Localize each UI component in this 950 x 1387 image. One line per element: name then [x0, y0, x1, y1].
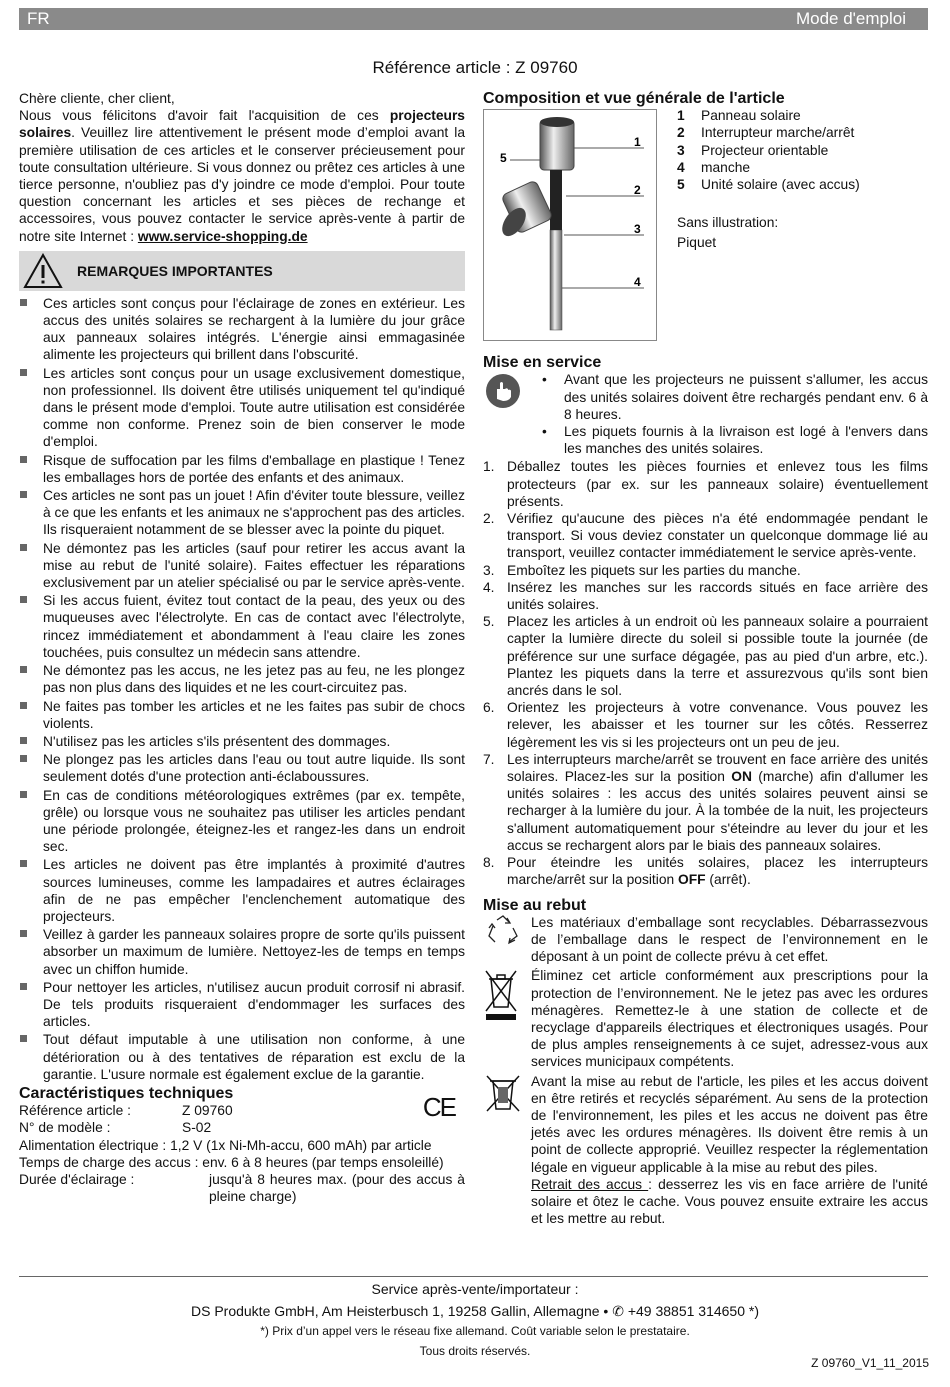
- footer-service: Service après-vente/importateur :: [371, 1281, 579, 1297]
- notes-block: [483, 371, 928, 457]
- warning-title: REMARQUES IMPORTANTES: [77, 262, 273, 279]
- composition-section: [483, 109, 928, 344]
- list-item: 7. Les interrupteurs marche/arrêt se trouvent en face arrière des unités solaires. Placez-les sur la position ON (marche) afin d'allumer les unités solaires : les accus des unités solaires peuvent ainsi se recharger à la lumière du jour. À la tombée de la nuit, les projecteurs s'allument automatiquement pour s'éteindre au lever du jour et les accus se rechargent alors par le biais des panneaux solaires.: [483, 751, 928, 853]
- without-illustration-item: Piquet: [677, 235, 717, 251]
- technical-specs: Caractéristiques techniques Référence article : Z 09760 N° de modèle : S-02 Alimentation électrique : 1,2 V (1x Ni-Mh-accu, 600 mAh) par article Temps de charge des accus : env. 6 à 8 heures (par temps ensoleillé) Durée d'éclairage : jusqu'à 8 heures max. (pour des accus à pleine charge) CE: [19, 1084, 465, 1205]
- warning-banner: [19, 251, 465, 291]
- list-item: Les articles sont conçus pour un usage exclusivement domestique, non professionnel. Ils doivent être utilisés uniquement tel qu'indiqué dans le présent mode d'emploi. Toute autre utilisation est considérée comme non conforme. Prenez soin de bien conserver le mode d'emploi.: [19, 365, 465, 451]
- header-title: Mode d'emploi: [795, 9, 906, 28]
- right-column: [483, 90, 928, 1227]
- list-item: 3. Emboîtez les piquets sur les parties du manche.: [483, 562, 801, 578]
- list-item: 8. Pour éteindre les unités solaires, placez les interrupteurs marche/arrêt sur la position OFF (arrêt).: [483, 855, 928, 888]
- list-item: 5 Unité solaire (avec accus): [677, 177, 860, 193]
- list-item: Risque de suffocation par les films d'emballage en plastique ! Tenez les emballages hors de portée des enfants et des animaux.: [19, 452, 465, 486]
- without-illustration-label: Sans illustration:: [677, 215, 779, 231]
- list-item: Ne démontez pas les articles (sauf pour retirer les accus avant la mise au rebut de l'unité solaire). Faites effectuer les réparations exclusivement par un atelier spécialisé ou par le service après-vente.: [19, 540, 465, 592]
- list-item: 1. Déballez toutes les pièces fournies et enlevez tous les films protecteurs (par ex. sur les panneaux solaire) éventuellement présents.: [483, 459, 928, 509]
- list-item: 4. Insérez les manches sur les raccords situés en face arrière des unités solaires.: [483, 579, 928, 613]
- solar-spotlight-image: [484, 110, 656, 340]
- hand-note-icon: [485, 373, 521, 409]
- document-code: Z 09760_V1_11_2015: [811, 1356, 929, 1370]
- callout-1: 1: [634, 135, 641, 150]
- list-item: Tout défaut imputable à une utilisation non conforme, à une détérioration ou à des tentatives de réparation est exclu de la garantie. L'usure normale est également exclue de la garantie.: [19, 1031, 465, 1083]
- product-illustration: [483, 109, 657, 341]
- list-item: 4 manche: [677, 159, 751, 175]
- list-item: • Les piquets fournis à la livraison est logé à l'envers dans les manches des unités solaires.: [542, 424, 928, 457]
- battery-bin-icon: [483, 1073, 523, 1113]
- list-item: Ces articles sont conçus pour l'éclairage de zones en extérieur. Les accus des unités solaires se rechargent à la lumière du jour grâce aux panneaux solaires intégrés. L'énergie ainsi emmagasinée alimente les projecteurs qui brillent dans l'obscurité.: [19, 295, 465, 364]
- callout-5: 5: [500, 151, 507, 166]
- recycle-icon: [483, 914, 523, 950]
- list-item: 3 Projecteur orientable: [677, 142, 829, 158]
- disposal-electrical: Éliminez cet article conformément aux prescriptions pour la protection de l’environnement. Ne le jetez pas avec les ordures ménagères. Remettez-le à une station de collecte et de recyclage d'appareils électriques et électroniques usagés. Pour de plus amples renseignements à ce sujet, adressez-vous aux services municipaux compétents.: [483, 967, 928, 1070]
- service-link[interactable]: www.service-shopping.de: [137, 228, 308, 244]
- list-item: Les articles ne doivent pas être implantés à proximité d'autres sources lumineuses, comme les lampadaires et autres éclairages afin de ne pas empêcher l'enclenchement automatique des projecteurs.: [19, 856, 465, 925]
- list-item: Ne faites pas tomber les articles et ne les faites pas subir de chocs violents.: [19, 698, 465, 732]
- left-column: [19, 90, 465, 1205]
- footer-note: *) Prix d’un appel vers le réseau fixe allemand. Coût variable selon le prestataire.: [260, 1324, 690, 1338]
- parts-list: [677, 107, 860, 251]
- callout-2: 2: [634, 183, 641, 198]
- list-item: Ces articles ne sont pas un jouet ! Afin d'éviter toute blessure, veillez à ce que les enfants et les animaux ne s'approchent pas des articles. Ils risqueraient notamment de se blesser avec la pointe du piquet.: [19, 487, 465, 539]
- language-code: FR: [27, 9, 50, 28]
- disposal-packaging: Les matériaux d’emballage sont recyclables. Débarrassezvous de l’emballage dans le respect de l’environnement en le déposant à un point de collecte prévu à cet effet.: [483, 914, 928, 966]
- footer-divider: [19, 1276, 928, 1277]
- list-item: 5. Placez les articles à un endroit où les panneaux solaire a pourraient capter la lumière directe du soleil si possible toute la journée (de préférence sur une surface dégagée, pas au pied d'un arbre, etc.). Plantez les piquets dans la terre et assurezvous qu'ils sont bien ancrés dans le sol.: [483, 614, 928, 699]
- article-reference: Référence article : Z 09760: [372, 58, 578, 77]
- composition-title: Composition et vue générale de l'article: [483, 90, 785, 107]
- list-item: Ne plongez pas les articles dans l'eau ou tout autre liquide. Ils sont seulement dotés d'une protection anti-éclaboussures.: [19, 751, 465, 785]
- disposal-title: Mise au rebut: [483, 896, 587, 914]
- page-header: [19, 8, 928, 30]
- list-item: Veillez à garder les panneaux solaires propre de sorte qu'ils puissent absorber un maximum de lumière. Nettoyez-les de temps en temps avec un chiffon humide.: [19, 926, 465, 978]
- list-item: N'utilisez pas les articles s'ils présentent des dommages.: [19, 733, 465, 750]
- list-item: Ne démontez pas les accus, ne les jetez pas au feu, ne les plongez pas non plus dans des liquides et ne les court-circuitez pas.: [19, 662, 465, 696]
- callout-3: 3: [634, 222, 641, 237]
- warning-icon: [23, 253, 63, 289]
- crossed-bin-icon: [483, 967, 519, 1021]
- mise-en-service-title: Mise en service: [483, 354, 602, 372]
- intro-paragraph: Nous vous félicitons d'avoir fait l'acquisition de ces projecteurs solaires. Veuillez lire attentivement le présent mode d’emploi avant la première utilisation de ces articles et le conserver précieusement pour toute consultation ultérieure. Si vous donnez ou prêtez ces articles à une tierce personne, n'oubliez pas d'y joindre ce mode d'emploi. Pour toute question concernant les articles et ses pièces de rechange et accessoires, vous pouvez contacter le service après-vente à partir de notre site Internet : www.service-shopping.de: [19, 108, 465, 244]
- list-item: 1 Panneau solaire: [677, 108, 801, 124]
- specs-title: Caractéristiques techniques: [19, 1084, 234, 1102]
- callout-4: 4: [634, 275, 641, 290]
- ce-mark: CE: [422, 1091, 455, 1122]
- footer-rights: Tous droits réservés.: [419, 1344, 531, 1358]
- list-item: 6. Orientez les projecteurs à votre convenance. Vous pouvez les relever, les abaisser et les tourner sur les côtés. Resserrez légèrement les vis si les projecteurs ont un peu de jeu.: [483, 700, 928, 750]
- list-item: En cas de conditions météorologiques extrêmes (par ex. tempête, grêle) ou lorsque vous ne souhaitez pas utiliser les articles pendant une période prolongée, éteignez-les et rangez-les dans un endroit sec.: [19, 787, 465, 856]
- steps-list: [483, 458, 928, 888]
- list-item: • Avant que les projecteurs ne puissent s'allumer, les accus des unités solaires doivent être rechargés pendant env. 6 à 8 heures.: [542, 372, 928, 422]
- list-item: 2. Vérifiez qu'aucune des pièces n'a été endommagée pendant le transport. Si vous deviez constater un quelconque dommage lié au transport, veuillez contacter immédiatement le service après-vente.: [483, 511, 928, 561]
- footer-address: DS Produkte GmbH, Am Heisterbusch 1, 19258 Gallin, Allemagne • ✆ +49 38851 314650 *): [190, 1303, 759, 1319]
- greeting: Chère cliente, cher client,: [19, 91, 175, 106]
- list-item: Si les accus fuient, évitez tout contact de la peau, des yeux ou des muqueuses avec l'électrolyte. En cas de contact avec l'électrolyte, rincez immédiatement et abondamment à l'eau claire les zones touchées, puis consultez un médecin sans attendre.: [19, 592, 465, 661]
- list-item: 2 Interrupteur marche/arrêt: [677, 125, 855, 141]
- list-item: Pour nettoyer les articles, n'utilisez aucun produit corrosif ni abrasif. De tels produits risqueraient d'endommager les surfaces des articles.: [19, 979, 465, 1031]
- remarks-list: [19, 295, 465, 1083]
- disposal-batteries: Avant la mise au rebut de l'article, les piles et les accus doivent en être retirés et recyclés séparément. Au sens de la protection de l'environnement, les piles et les accus ne doivent pas être jetés avec les ordures ménagères. Ils doivent être remis à un point de collecte approprié. Veuillez respecter la réglementation légale en vigueur applicable à la mise au rebut des piles. Retrait des accus : desserrez les vis en face arrière de l'unité solaire et ôtez le cache. Vous pouvez ensuite extraire les accus et les mettre au rebut.: [483, 1073, 928, 1228]
